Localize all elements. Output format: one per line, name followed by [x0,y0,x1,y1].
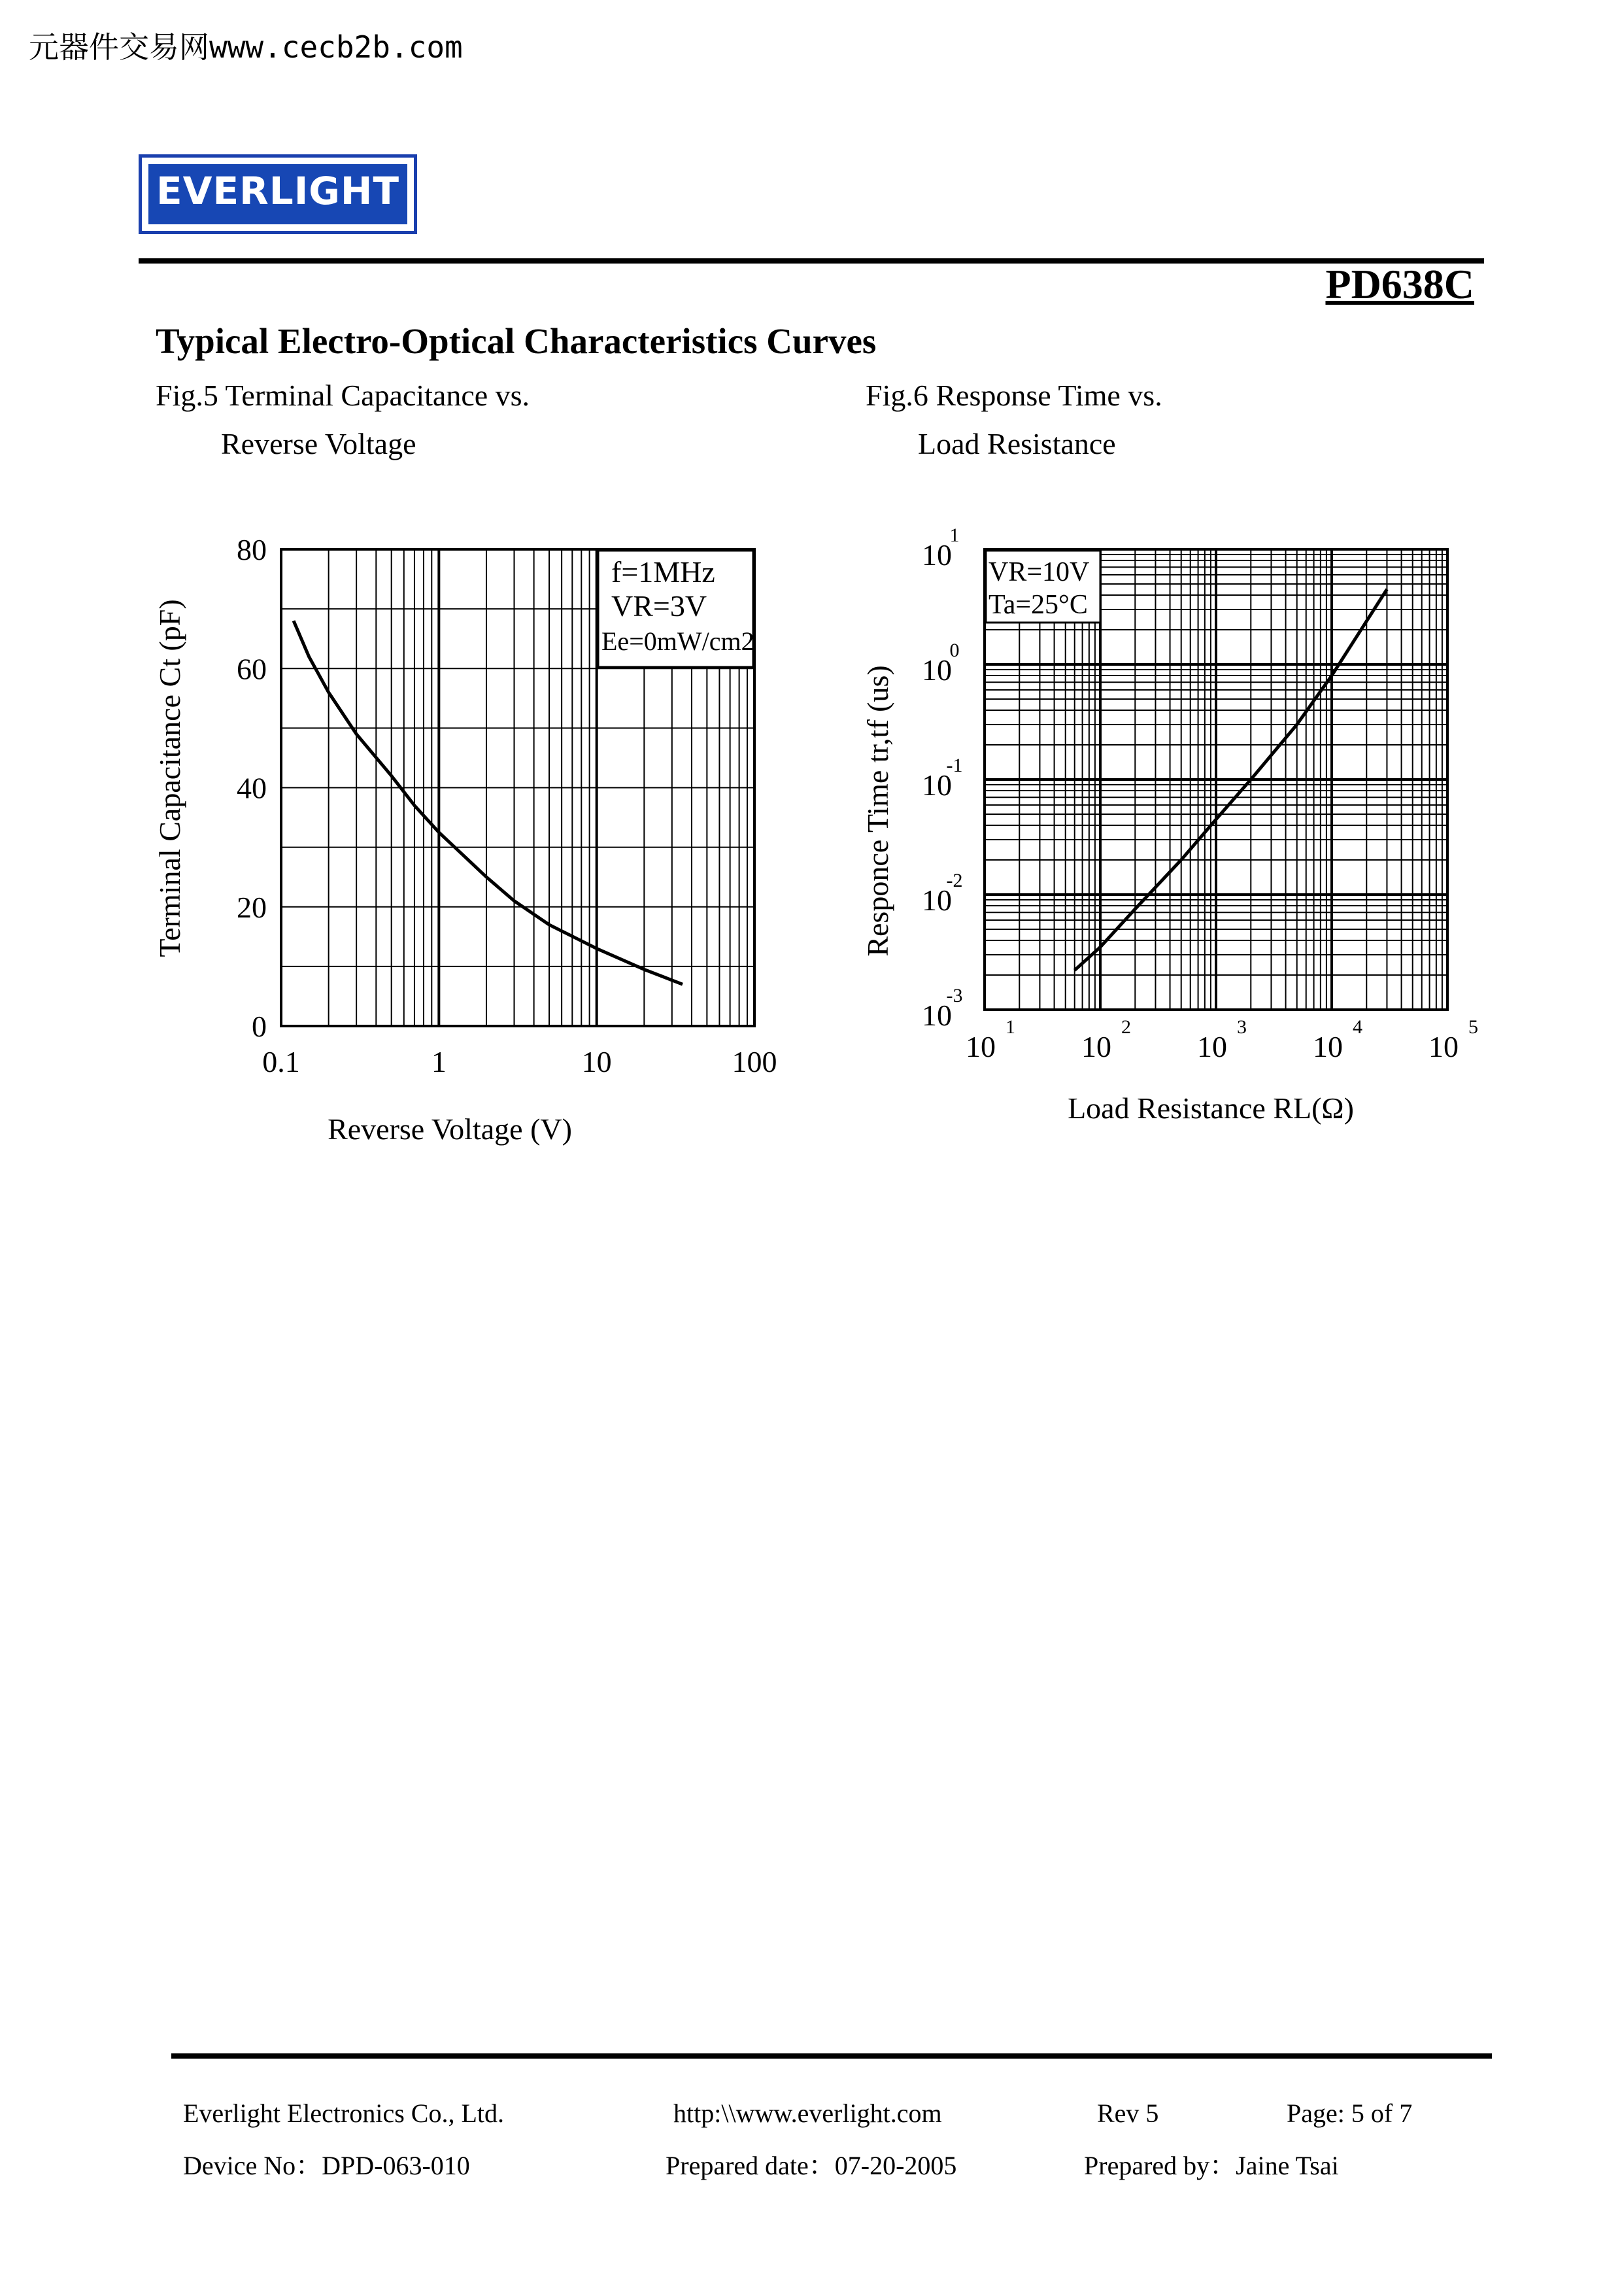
fig6-ytick-exponent: -1 [946,755,963,776]
fig6-caption-line1: Fig.6 Response Time vs. [866,379,1162,412]
fig6-ytick-base: 10 [922,653,952,687]
fig6-ytick-exponent: 0 [949,640,960,661]
fig5-annotation-ee: Ee=0mW/cm2 [601,626,754,656]
fig6-annotation-vr: VR=10V [988,557,1090,587]
footer-company: Everlight Electronics Co., Ltd. [183,2099,504,2128]
fig6-ytick-base: 10 [922,999,952,1032]
fig6-xtick-base: 10 [1428,1030,1459,1063]
footer-rev: Rev 5 [1097,2099,1159,2128]
fig6-ylabel: Responce Time tr,tf (us) [861,665,894,957]
fig5-ytick-label: 0 [252,1010,267,1043]
fig6-xtick-exponent: 4 [1353,1016,1362,1038]
fig6-ytick-exponent: -3 [946,985,963,1006]
fig6-xtick-exponent: 5 [1468,1016,1478,1038]
fig5-ylabel: Terminal Capacitance Ct (pF) [153,599,186,957]
fig6-xtick-exponent: 1 [1005,1016,1015,1038]
fig6-xtick-base: 10 [1081,1030,1111,1063]
fig6-caption-line2: Load Resistance [918,427,1116,460]
fig5-chart [153,533,777,1146]
fig6-xtick-base: 10 [1313,1030,1343,1063]
fig6-ytick-base: 10 [922,538,952,572]
fig5-xtick-label: 1 [431,1045,447,1078]
fig6-xtick-base: 10 [966,1030,996,1063]
fig5-xtick-label: 10 [581,1045,612,1078]
footer-url[interactable]: http:\\www.everlight.com [673,2099,942,2128]
fig6-ytick-exponent: 1 [949,524,960,546]
section-title: Typical Electro-Optical Characteristics Curves [156,321,877,361]
fig5-xtick-label: 0.1 [262,1045,300,1078]
fig6-xtick-exponent: 3 [1237,1016,1247,1038]
fig6-ytick-exponent: -2 [946,870,963,891]
footer-page: Page: 5 of 7 [1287,2099,1413,2128]
fig6-annotation-ta: Ta=25°C [988,590,1088,620]
fig5-annotation-freq: f=1MHz [611,555,715,589]
footer-prepared-by: Prepared by：Jaine Tsai [1084,2151,1339,2180]
fig6-ytick-base: 10 [922,883,952,917]
watermark: 元器件交易网www.cecb2b.com [29,29,463,65]
part-number: PD638C [1325,261,1474,307]
fig5-xtick-label: 100 [732,1045,777,1078]
fig5-caption-line2: Reverse Voltage [221,427,416,460]
fig5-ytick-label: 80 [237,533,267,566]
fig6-xlabel: Load Resistance RL(Ω) [1068,1091,1354,1125]
fig5-ytick-label: 20 [237,890,267,924]
fig6-xtick-exponent: 2 [1121,1016,1131,1038]
fig5-ytick-label: 60 [237,652,267,686]
fig6-chart [861,524,1478,1125]
fig6-xtick-base: 10 [1197,1030,1227,1063]
fig5-curve [294,621,683,984]
footer-prepared-date: Prepared date：07-20-2005 [666,2151,957,2180]
fig6-ytick-base: 10 [922,768,952,802]
fig5-annotation-vr: VR=3V [611,589,707,623]
fig5-ytick-label: 40 [237,771,267,805]
logo-text: EVERLIGHT [148,164,407,224]
footer-device: Device No：DPD-063-010 [183,2151,470,2180]
fig5-xlabel: Reverse Voltage (V) [328,1112,572,1146]
footer-rule [171,2053,1492,2059]
fig5-caption-line1: Fig.5 Terminal Capacitance vs. [156,379,530,412]
